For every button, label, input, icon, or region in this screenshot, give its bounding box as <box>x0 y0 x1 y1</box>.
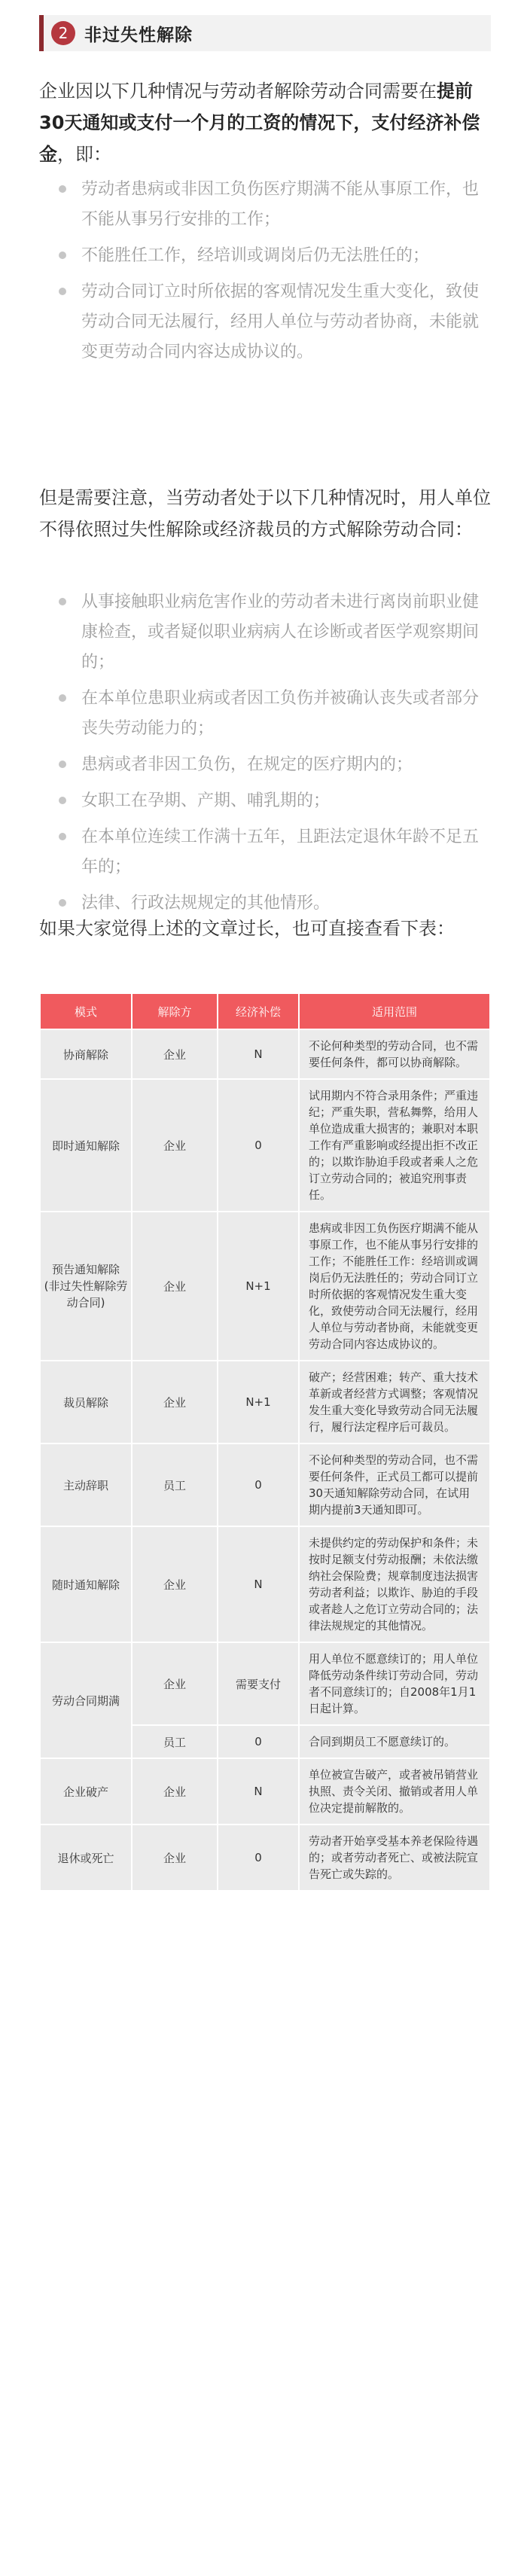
list-item: 患病或者非因工负伤，在规定的医疗期内的； <box>39 750 491 780</box>
table-row <box>41 1444 489 1526</box>
cell-scope: 未提供约定的劳动保护和条件；未按时足额支付劳动报酬；未依法缴纳社会保险费；规章制度违法损害劳动者利益；以欺诈、胁迫的手段或者趁人之危订立劳动合同的；法律法规规定的其他情况。 <box>300 1527 489 1642</box>
list-item: 法律、行政法规规定的其他情形。 <box>39 889 491 919</box>
cell-scope: 破产；经营困难；转产、重大技术革新或者经营方式调整；客观情况发生重大变化导致劳动合同无法履行，履行法定程序后可裁员。 <box>300 1361 489 1443</box>
intro-bold: 提前30天通知或支付一个月的工资的情况下，支付经济补偿金 <box>39 81 480 165</box>
cell-scope: 不论何种类型的劳动合同，也不需要任何条件，正式员工都可以提前30天通知解除劳动合同，在试用期内提前3天通知即可。 <box>300 1444 489 1526</box>
cell-compensation: 需要支付 <box>218 1643 298 1724</box>
cell-mode: 主动辞职 <box>41 1444 131 1526</box>
header-party: 解除方 <box>133 994 217 1029</box>
cell-party: 员工 <box>133 1726 217 1757</box>
list-item: 不能胜任工作，经培训或调岗后仍无法胜任的； <box>39 241 491 271</box>
notice-bullet-list <box>39 587 491 925</box>
cell-compensation: 0 <box>218 1080 298 1211</box>
table-row <box>41 1080 489 1211</box>
header-compensation: 经济补偿 <box>218 994 298 1029</box>
cell-party: 员工 <box>133 1444 217 1526</box>
cell-party: 企业 <box>133 1212 217 1360</box>
header-mode: 模式 <box>41 994 131 1029</box>
table-intro: 如果大家觉得上述的文章过长，也可直接查看下表： <box>39 918 455 939</box>
section-number-badge: 2 <box>51 21 75 45</box>
cell-mode: 裁员解除 <box>41 1361 131 1443</box>
cell-party: 企业 <box>133 1080 217 1211</box>
cell-party: 企业 <box>133 1361 217 1443</box>
intro-tail: ，即： <box>57 144 111 165</box>
table-row <box>41 1825 489 1890</box>
intro-lead: 企业因以下几种情况与劳动者解除劳动合同需要在 <box>39 81 437 102</box>
cell-scope: 患病或非因工负伤医疗期满不能从事原工作，也不能从事另行安排的工作；不能胜任工作：经培训或调岗后仍无法胜任的；劳动合同订立时所依据的客观情况发生重大变化，致使劳动合同无法履行，经用人单位与劳动者协商，未能就变更劳动合同内容达成协议的。 <box>300 1212 489 1360</box>
list-item: 在本单位患职业病或者因工负伤并被确认丧失或者部分丧失劳动能力的； <box>39 684 491 744</box>
cell-scope: 单位被宣告破产，或者被吊销营业执照、责令关闭、撤销或者用人单位决定提前解散的。 <box>300 1759 489 1824</box>
list-item: 劳动者患病或非因工负伤医疗期满不能从事原工作，也不能从事另行安排的工作； <box>39 175 491 235</box>
cell-compensation: N <box>218 1030 298 1078</box>
cell-party: 企业 <box>133 1643 217 1724</box>
intro-bullet-list <box>39 175 491 373</box>
table-row <box>41 1527 489 1642</box>
cell-party: 企业 <box>133 1759 217 1824</box>
cell-scope: 不论何种类型的劳动合同，也不需要任何条件，都可以协商解除。 <box>300 1030 489 1078</box>
cell-party: 企业 <box>133 1527 217 1642</box>
cell-mode: 劳动合同期满 <box>41 1643 131 1757</box>
cell-party: 企业 <box>133 1825 217 1890</box>
cell-scope: 试用期内不符合录用条件；严重违纪；严重失职，营私舞弊，给用人单位造成重大损害的；兼职对本职工作有严重影响或经提出拒不改正的；以欺诈胁迫手段或者乘人之危订立劳动合同的；被追究刑事责任。 <box>300 1080 489 1211</box>
table-row <box>41 1643 489 1724</box>
cell-scope: 用人单位不愿意续订的；用人单位降低劳动条件续订劳动合同，劳动者不同意续订的；自2008年1月1日起计算。 <box>300 1643 489 1724</box>
cell-party: 企业 <box>133 1030 217 1078</box>
table-row <box>41 1361 489 1443</box>
list-item: 从事接触职业病危害作业的劳动者未进行离岗前职业健康检查，或者疑似职业病病人在诊断或者医学观察期间的； <box>39 587 491 678</box>
notice-paragraph: 但是需要注意，当劳动者处于以下几种情况时，用人单位不得依照过失性解除或经济裁员的方式解除劳动合同： <box>39 487 491 540</box>
intro-paragraph <box>39 75 491 170</box>
section-header <box>39 15 491 51</box>
termination-table <box>39 992 491 1892</box>
list-item: 女职工在孕期、产期、哺乳期的； <box>39 786 491 816</box>
cell-mode: 协商解除 <box>41 1030 131 1078</box>
cell-compensation: N <box>218 1759 298 1824</box>
cell-mode: 预告通知解除 (非过失性解除劳动合同) <box>41 1212 131 1360</box>
cell-compensation: 0 <box>218 1726 298 1757</box>
table-header-row <box>41 994 489 1029</box>
cell-mode: 即时通知解除 <box>41 1080 131 1211</box>
cell-mode: 退休或死亡 <box>41 1825 131 1890</box>
list-item: 劳动合同订立时所依据的客观情况发生重大变化，致使劳动合同无法履行，经用人单位与劳动者协商，未能就变更劳动合同内容达成协议的。 <box>39 277 491 367</box>
table-row <box>41 1212 489 1360</box>
cell-mode: 企业破产 <box>41 1759 131 1824</box>
header-scope: 适用范围 <box>300 994 489 1029</box>
cell-compensation: 0 <box>218 1825 298 1890</box>
cell-compensation: 0 <box>218 1444 298 1526</box>
list-item: 在本单位连续工作满十五年，且距法定退休年龄不足五年的； <box>39 822 491 883</box>
cell-scope: 合同到期员工不愿意续订的。 <box>300 1726 489 1757</box>
table-row <box>41 1030 489 1078</box>
cell-mode: 随时通知解除 <box>41 1527 131 1642</box>
cell-compensation: N+1 <box>218 1361 298 1443</box>
table-row <box>41 1759 489 1824</box>
cell-scope: 劳动者开始享受基本养老保险待遇的；或者劳动者死亡、或被法院宣告死亡或失踪的。 <box>300 1825 489 1890</box>
section-title: 非过失性解除 <box>84 25 193 45</box>
cell-compensation: N <box>218 1527 298 1642</box>
cell-compensation: N+1 <box>218 1212 298 1360</box>
